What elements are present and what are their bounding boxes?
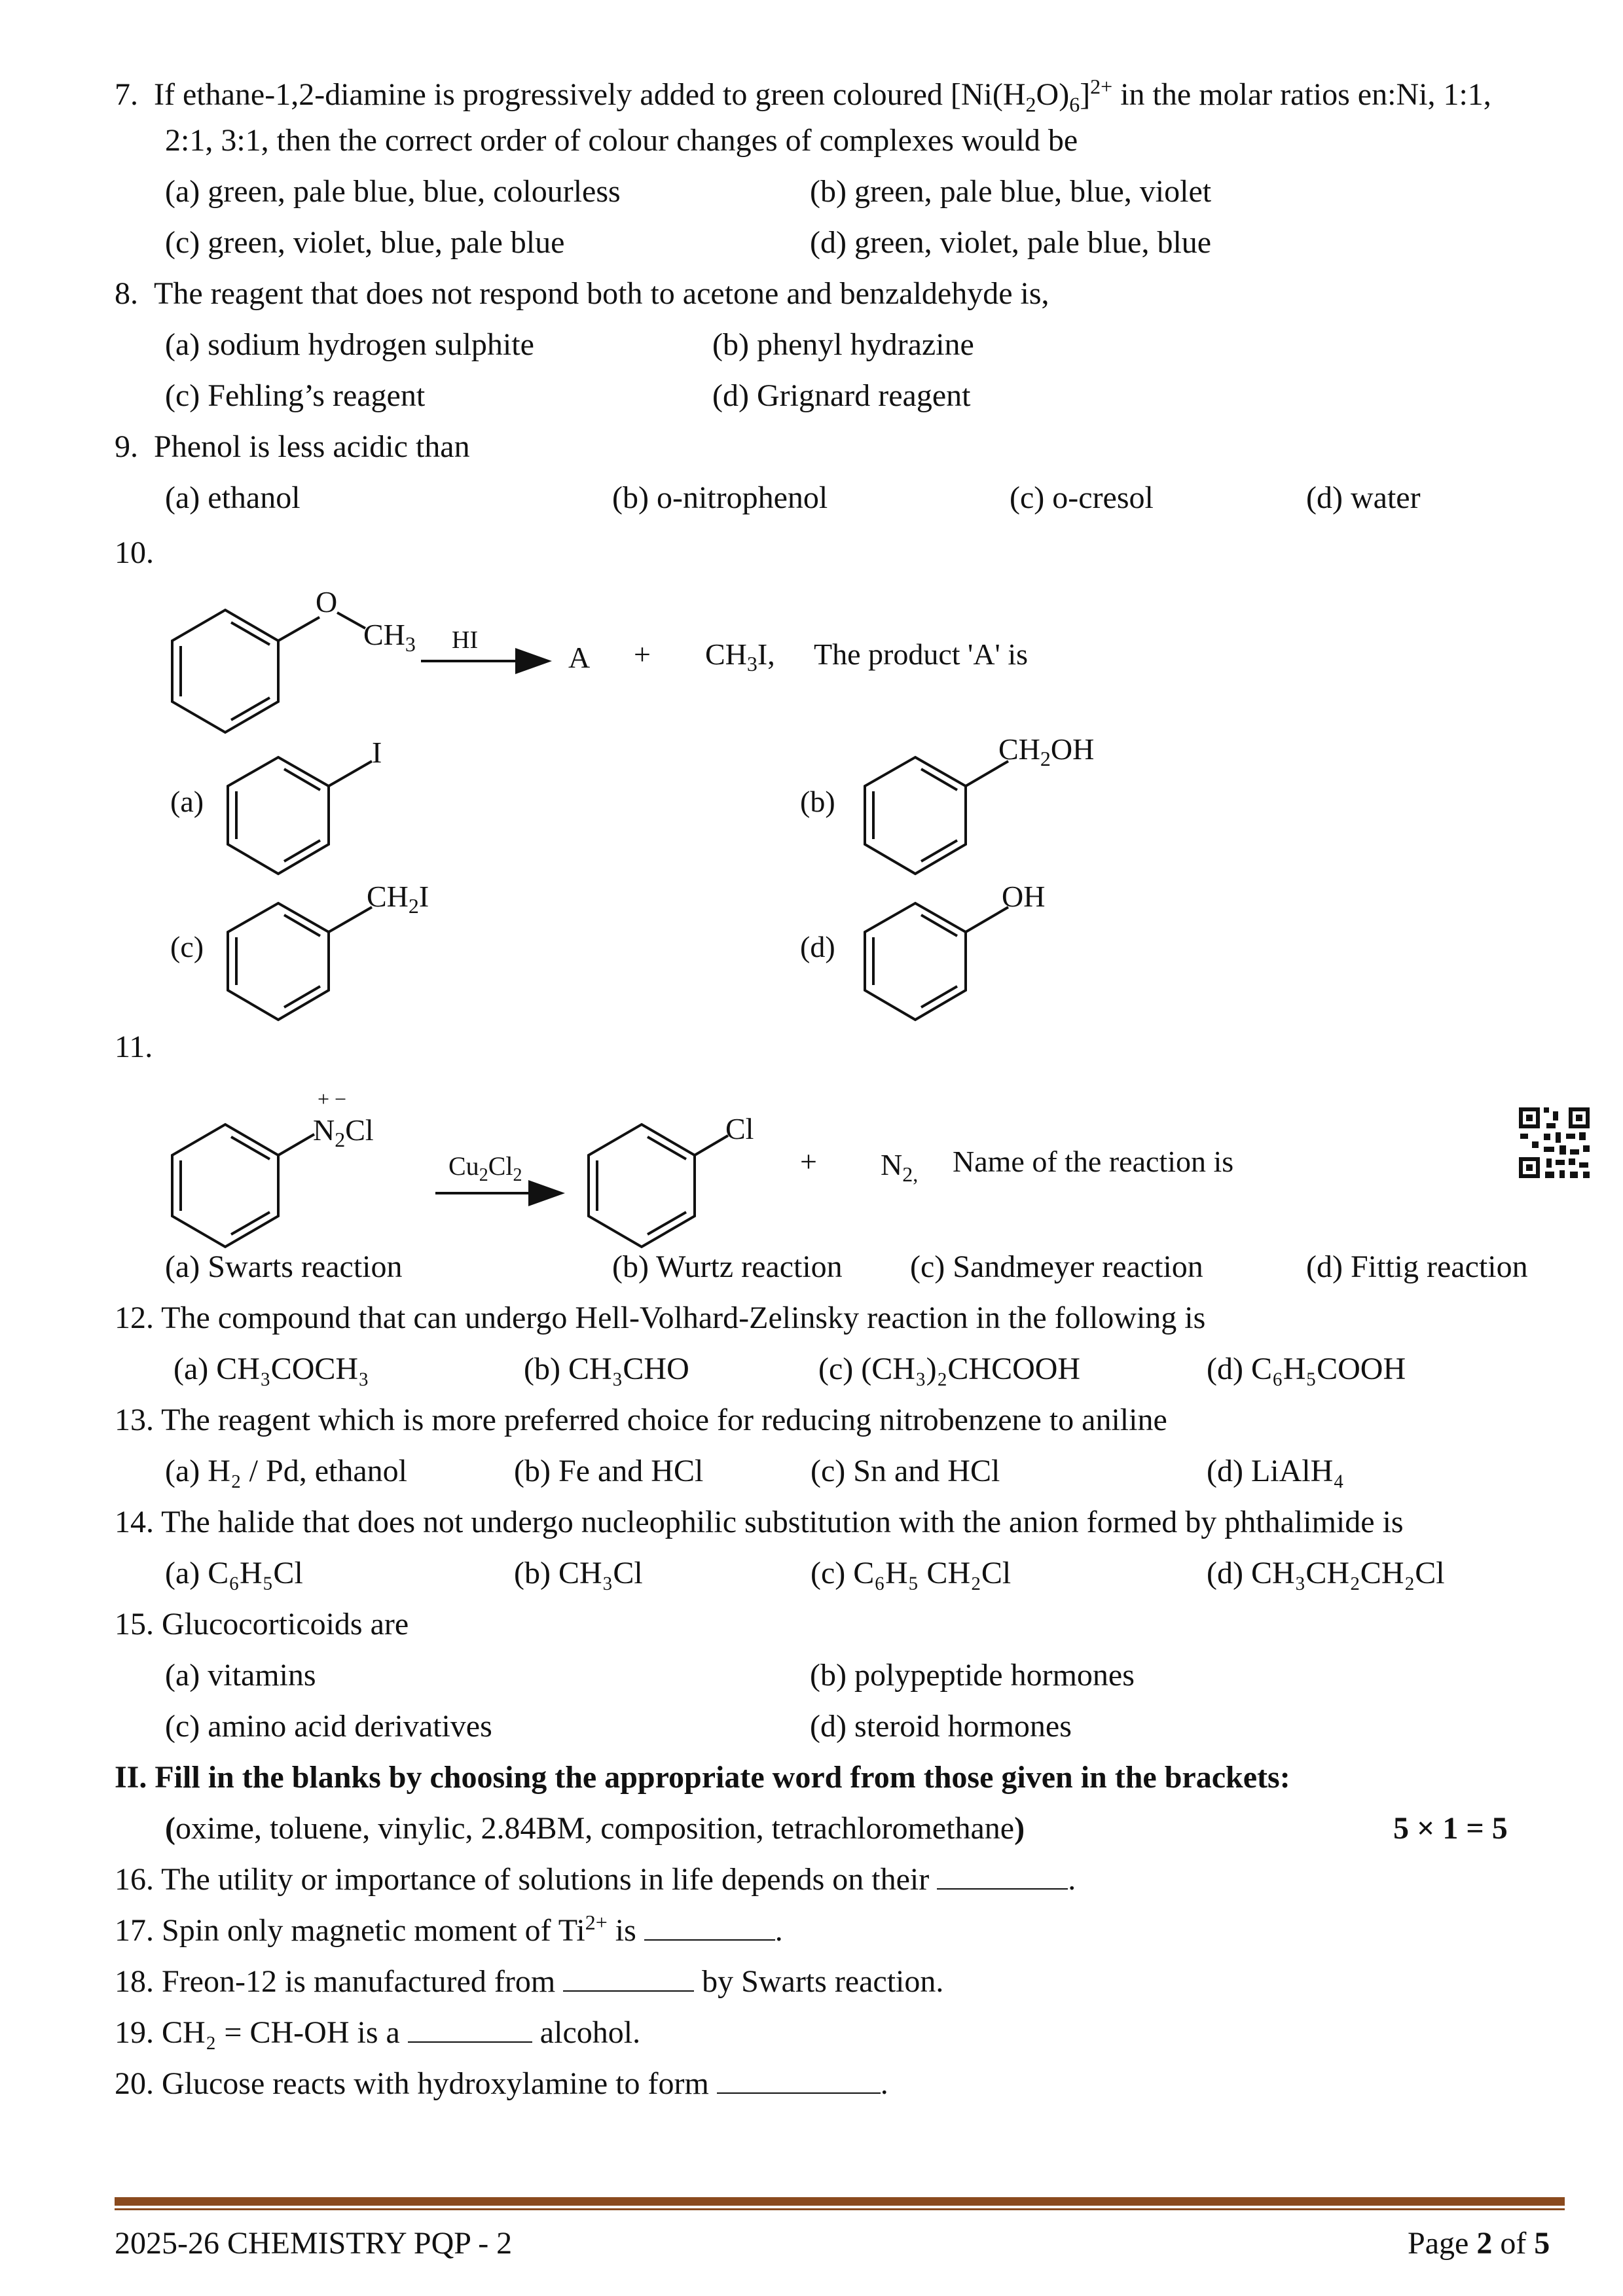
- q11-option-c: (c) Sandmeyer reaction: [910, 1249, 1203, 1284]
- section-heading: II. Fill in the blanks by choosing the appropriate word from those given in the brackets:: [115, 1760, 1290, 1795]
- q10-label-b: (b): [800, 785, 835, 818]
- q8-option-c: (c) Fehling’s reagent: [165, 378, 426, 413]
- q18-blank[interactable]: [563, 1964, 694, 1992]
- q7-text-b: O): [1036, 77, 1070, 112]
- iodobenzene-structure: [228, 757, 372, 874]
- q7-line2: 2:1, 3:1, then the correct order of colour changes of complexes would be: [165, 123, 1078, 158]
- q10-oxygen: O: [316, 585, 338, 619]
- q13-text: 13. The reagent which is more preferred choice for reducing nitrobenzene to aniline: [115, 1403, 1167, 1437]
- q10-sub-d: OH: [1002, 880, 1046, 913]
- footer-rule-thin: [115, 2208, 1565, 2210]
- q11-reagent: $Cu_2Cl_2$: [448, 1151, 522, 1185]
- word-bank: (oxime, toluene, vinylic, 2.84BM, composition, tetrachloromethane): [165, 1811, 1025, 1846]
- q12-text: 12. The compound that can undergo Hell-Volhard-Zelinsky reaction in the following is: [115, 1300, 1206, 1335]
- q12-option-b: (b) CH₃CHO: [524, 1352, 689, 1386]
- q10-sub-b: $CH_2OH$: [998, 732, 1095, 770]
- q10-methyl: $CH_3$: [363, 618, 416, 656]
- anisole-structure: [172, 610, 365, 732]
- q12-option-c: (c) (CH₃)₂CHCOOH: [818, 1352, 1081, 1386]
- q7-option-a: (a) green, pale blue, blue, colourless: [165, 174, 621, 209]
- q14-text: 14. The halide that does not undergo nucleophilic substitution with the anion formed by phthalimide is: [115, 1505, 1404, 1539]
- q14-option-b: (b) CH₃Cl: [514, 1556, 643, 1590]
- q7-sub-6: 6: [1069, 92, 1080, 117]
- q7-text-a: If ethane-1,2-diamine is progressively added to green coloured [Ni(H: [154, 77, 1026, 112]
- q7-option-c: (c) green, violet, blue, pale blue: [165, 225, 565, 260]
- q8-number: 8.: [115, 276, 138, 311]
- q12-option-a: (a) CH₃COCH₃: [173, 1352, 369, 1386]
- q11-question: Name of the reaction is: [953, 1145, 1234, 1178]
- q7-charge: 2+: [1090, 75, 1113, 98]
- q8-option-a: (a) sodium hydrogen sulphite: [165, 327, 534, 362]
- q11-charges: + −: [318, 1087, 347, 1111]
- q9-option-a: (a) ethanol: [165, 480, 301, 515]
- q10-label-a: (a): [170, 785, 204, 818]
- q20-blank[interactable]: [717, 2066, 881, 2094]
- q10-product-question: The product 'A' is: [814, 637, 1029, 671]
- q15-option-b: (b) polypeptide hormones: [810, 1658, 1135, 1693]
- q11-plus: +: [800, 1145, 817, 1178]
- q20-line: 20. Glucose reacts with hydroxylamine to form .: [115, 2066, 888, 2101]
- q16-line: 16. The utility or importance of solutions in life depends on their .: [115, 1862, 1076, 1897]
- q11-chloro-label: Cl: [725, 1112, 754, 1145]
- q14-option-c: (c) C₆H₅ CH₂Cl: [811, 1556, 1012, 1590]
- q10-label-d: (d): [800, 930, 835, 963]
- q7-sub-2: 2: [1025, 92, 1036, 117]
- q9-option-b: (b) o-nitrophenol: [612, 480, 828, 515]
- q7-option-d: (d) green, violet, pale blue, blue: [810, 225, 1212, 260]
- word-bank-words: oxime, toluene, vinylic, 2.84BM, composition, tetrachloromethane: [175, 1811, 1015, 1846]
- q10-number: 10.: [115, 535, 154, 570]
- q10-product-a: A: [568, 641, 591, 674]
- chlorobenzene-structure: [589, 1124, 728, 1247]
- q7-text-d: in the molar ratios en:Ni, 1:1,: [1112, 77, 1491, 112]
- q7-option-b: (b) green, pale blue, blue, violet: [810, 174, 1212, 209]
- q13-option-b: (b) Fe and HCl: [514, 1454, 704, 1488]
- q9-number: 9.: [115, 429, 138, 464]
- q19-line: 19. CH₂ = CH-OH is a alcohol.: [115, 2015, 641, 2050]
- q7-number: 7.: [115, 77, 138, 112]
- q8-option-b: (b) phenyl hydrazine: [712, 327, 974, 362]
- q14-option-d: (d) CH₃CH₂CH₂Cl: [1207, 1556, 1445, 1590]
- q18-line: 18. Freon-12 is manufactured from by Swarts reaction.: [115, 1964, 944, 1999]
- q15-option-a: (a) vitamins: [165, 1658, 316, 1693]
- q15-text: 15. Glucocorticoids are: [115, 1607, 409, 1641]
- q8-option-d: (d) Grignard reagent: [712, 378, 971, 413]
- q11-option-a: (a) Swarts reaction: [165, 1249, 403, 1284]
- q10-sub-c: $CH_2I$: [367, 880, 429, 918]
- q9-text: Phenol is less acidic than: [154, 429, 470, 464]
- q10-label-c: (c): [170, 930, 204, 963]
- page-number: Page 2 of 5: [1408, 2226, 1550, 2261]
- q10-plus: +: [634, 637, 651, 671]
- qr-code: [1518, 1106, 1591, 1179]
- q13-option-d: (d) LiAlH₄: [1207, 1454, 1345, 1488]
- q16-blank[interactable]: [937, 1862, 1068, 1890]
- q10-sub-a: I: [372, 736, 382, 769]
- q9-option-d: (d) water: [1306, 480, 1421, 515]
- q13-option-a: (a) H₂ / Pd, ethanol: [165, 1454, 407, 1488]
- q11-option-d: (d) Fittig reaction: [1306, 1249, 1528, 1284]
- q14-option-a: (a) C₆H₅Cl: [165, 1556, 303, 1590]
- footer-rule-thick: [115, 2197, 1565, 2206]
- q9-option-c: (c) o-cresol: [1010, 480, 1154, 515]
- q10-reagent-hi: HI: [452, 626, 479, 654]
- q7-text-c: ]: [1080, 77, 1091, 112]
- q17-line: 17. Spin only magnetic moment of $Ti^{2+}$ is .: [115, 1910, 783, 1948]
- benzenediazonium-structure: [172, 1124, 314, 1247]
- q8-text: The reagent that does not respond both to acetone and benzaldehyde is,: [154, 276, 1049, 311]
- q11-n2: $N_{2,}$: [881, 1148, 919, 1186]
- benzyl-alcohol-structure: [865, 757, 1008, 874]
- phenol-structure: [865, 903, 1008, 1020]
- q15-option-d: (d) steroid hormones: [810, 1709, 1072, 1744]
- marks-label: 5 × 1 = 5: [1393, 1811, 1508, 1846]
- q17-blank[interactable]: [644, 1913, 775, 1941]
- q15-option-c: (c) amino acid derivatives: [165, 1709, 492, 1744]
- q11-diazonium-label: $N_2Cl$: [313, 1113, 374, 1151]
- q10-ch3i: $CH_3I$,: [705, 637, 775, 675]
- q13-option-c: (c) Sn and HCl: [811, 1454, 1000, 1488]
- q11-option-b: (b) Wurtz reaction: [612, 1249, 843, 1284]
- q12-option-d: (d) C₆H₅COOH: [1207, 1352, 1406, 1386]
- footer-title: 2025-26 CHEMISTRY PQP - 2: [115, 2226, 513, 2261]
- q11-number: 11.: [115, 1030, 153, 1064]
- q19-blank[interactable]: [408, 2015, 532, 2043]
- benzyl-iodide-structure: [228, 903, 372, 1020]
